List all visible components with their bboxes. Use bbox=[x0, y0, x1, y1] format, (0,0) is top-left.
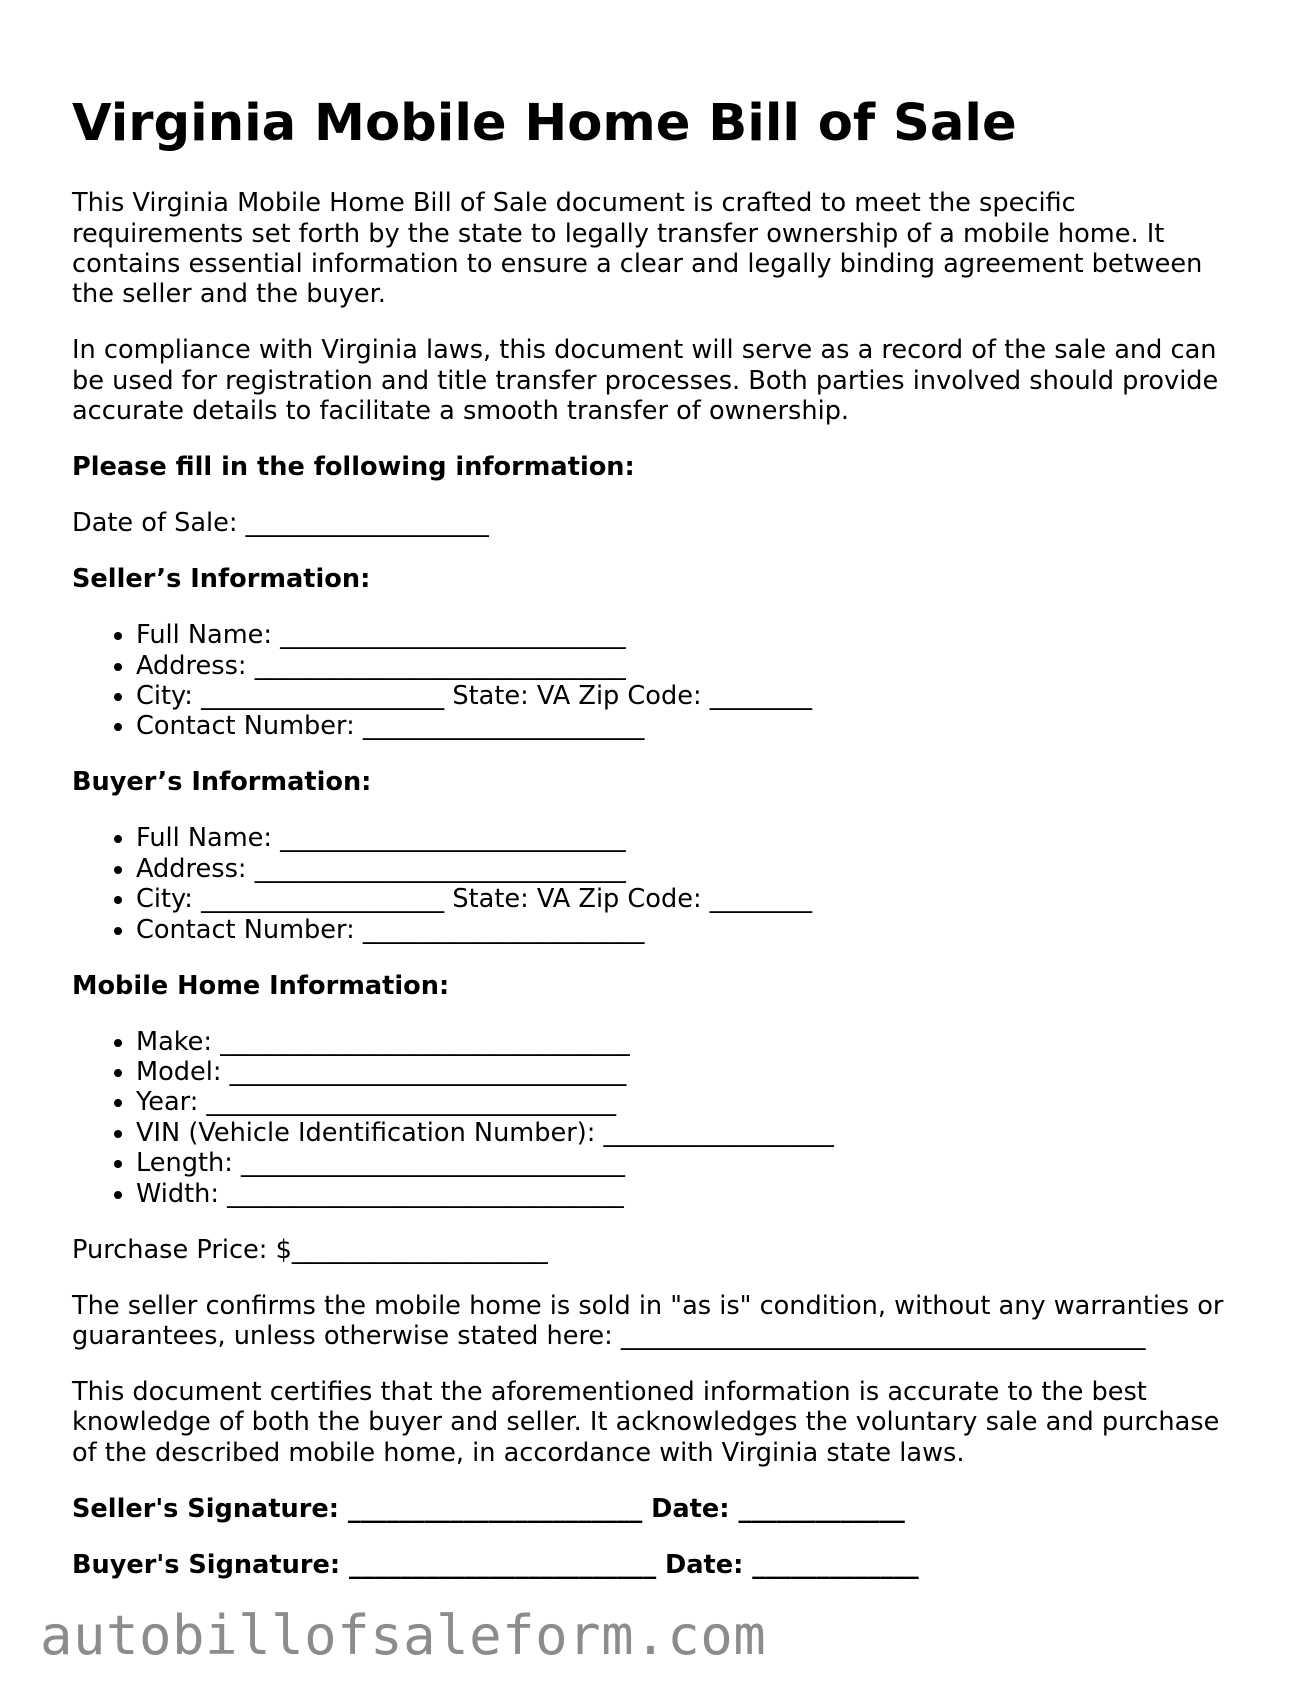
buyer-signature-date-blank: _____________ bbox=[752, 1549, 919, 1580]
seller-information-heading: Seller’s Information: bbox=[72, 564, 371, 595]
seller-zip-code-label: Zip Code: bbox=[578, 680, 702, 711]
width-blank: _______________________________ bbox=[227, 1178, 624, 1209]
length-label: Length: bbox=[136, 1148, 233, 1179]
seller-information-list bbox=[72, 620, 1243, 742]
buyer-address-blank: _____________________________ bbox=[254, 853, 626, 884]
date-of-sale-line bbox=[72, 508, 1243, 538]
certification-paragraph: This document certifies that the aforementioned information is accurate to the best knowledge of both the buyer and seller. It acknowledges the voluntary sale and purchase of the described mobile home, in accordance with Virginia state laws. bbox=[72, 1377, 1220, 1468]
buyer-address-label: Address: bbox=[136, 853, 247, 884]
seller-full-name-item bbox=[136, 620, 1243, 650]
seller-signature-label: Seller's Signature: bbox=[72, 1493, 339, 1524]
buyer-information-heading: Buyer’s Information: bbox=[72, 767, 372, 798]
model-label: Model: bbox=[136, 1056, 222, 1087]
site-watermark: autobillofsaleform.com bbox=[40, 1604, 767, 1667]
instructions-heading: Please fill in the following information: bbox=[72, 452, 635, 483]
seller-state-value: VA bbox=[536, 680, 571, 711]
bill-of-sale-page bbox=[72, 93, 1243, 1606]
date-of-sale-blank: ___________________ bbox=[245, 508, 489, 539]
seller-full-name-blank: ___________________________ bbox=[280, 620, 626, 651]
mobile-home-length-item bbox=[136, 1148, 1243, 1178]
mobile-home-vin-item bbox=[136, 1118, 1243, 1148]
buyer-state-label: State: bbox=[452, 884, 529, 915]
buyer-signature-label: Buyer's Signature: bbox=[72, 1549, 341, 1580]
buyer-full-name-label: Full Name: bbox=[136, 823, 273, 854]
purchase-price-label: Purchase Price: bbox=[72, 1234, 268, 1265]
seller-signature-date-label: Date: bbox=[651, 1493, 730, 1524]
intro-paragraph-purpose: This Virginia Mobile Home Bill of Sale document is crafted to meet the specific requirements set forth by the state to legally transfer ownership of a mobile home. It contains essential information to ensure a clear and legally binding agreement between the seller and the buyer. bbox=[72, 188, 1203, 310]
buyer-contact-number-blank: ______________________ bbox=[362, 914, 645, 945]
seller-address-blank: _____________________________ bbox=[254, 650, 626, 681]
buyer-zip-code-label: Zip Code: bbox=[578, 884, 702, 915]
model-blank: _______________________________ bbox=[229, 1056, 627, 1087]
vin-blank: __________________ bbox=[603, 1117, 834, 1148]
seller-signature-date-blank: _____________ bbox=[738, 1493, 905, 1524]
purchase-price-blank: ____________________ bbox=[291, 1234, 548, 1265]
seller-contact-number-item bbox=[136, 711, 1243, 741]
buyer-full-name-blank: ___________________________ bbox=[280, 823, 626, 854]
date-of-sale-label: Date of Sale: bbox=[72, 508, 238, 539]
buyer-city-label: City: bbox=[136, 884, 193, 915]
condition-statement bbox=[72, 1291, 1243, 1352]
buyer-signature-date-label: Date: bbox=[665, 1549, 744, 1580]
mobile-home-information-list bbox=[72, 1027, 1243, 1209]
buyer-contact-number-label: Contact Number: bbox=[136, 914, 355, 945]
seller-zip-code-blank: ________ bbox=[709, 680, 813, 711]
seller-city-blank: ___________________ bbox=[201, 680, 445, 711]
buyer-city-state-zip-item bbox=[136, 884, 1243, 914]
seller-city-label: City: bbox=[136, 680, 193, 711]
purchase-price-field bbox=[276, 1235, 548, 1265]
mobile-home-width-item bbox=[136, 1179, 1243, 1209]
condition-statement-text: The seller confirms the mobile home is sold in "as is" condition, without any warranties or guarantees, unless otherwise stated here: bbox=[72, 1290, 1224, 1351]
mobile-home-year-item bbox=[136, 1087, 1243, 1117]
seller-contact-number-label: Contact Number: bbox=[136, 711, 355, 742]
mobile-home-make-item bbox=[136, 1027, 1243, 1057]
buyer-city-blank: ___________________ bbox=[201, 884, 445, 915]
year-blank: ________________________________ bbox=[206, 1087, 616, 1118]
buyer-signature-line bbox=[72, 1550, 1243, 1580]
buyer-full-name-item bbox=[136, 823, 1243, 853]
buyer-address-item bbox=[136, 854, 1243, 884]
vin-label: VIN (Vehicle Identification Number): bbox=[136, 1117, 596, 1148]
seller-signature-blank: _______________________ bbox=[347, 1493, 643, 1524]
mobile-home-model-item bbox=[136, 1057, 1243, 1087]
mobile-home-information-heading: Mobile Home Information: bbox=[72, 970, 450, 1001]
length-blank: ______________________________ bbox=[241, 1148, 625, 1179]
buyer-contact-number-item bbox=[136, 915, 1243, 945]
condition-exceptions-blank: _________________________________________ bbox=[620, 1321, 1146, 1351]
make-label: Make: bbox=[136, 1026, 213, 1057]
seller-address-label: Address: bbox=[136, 650, 247, 681]
make-blank: ________________________________ bbox=[220, 1026, 630, 1057]
purchase-price-line bbox=[72, 1235, 1243, 1265]
seller-contact-number-blank: ______________________ bbox=[362, 711, 645, 742]
buyer-zip-code-blank: ________ bbox=[709, 884, 813, 915]
year-label: Year: bbox=[136, 1087, 199, 1118]
buyer-state-value: VA bbox=[536, 884, 571, 915]
seller-city-state-zip-item bbox=[136, 681, 1243, 711]
width-label: Width: bbox=[136, 1178, 219, 1209]
seller-signature-line bbox=[72, 1494, 1243, 1524]
buyer-signature-blank: ________________________ bbox=[348, 1549, 657, 1580]
buyer-information-list bbox=[72, 823, 1243, 945]
document-title: Virginia Mobile Home Bill of Sale bbox=[72, 93, 1017, 153]
intro-paragraph-compliance: In compliance with Virginia laws, this document will serve as a record of the sale and can be used for registration and title transfer processes. Both parties involved should provide accurate details to facilitate a smooth transfer of ownership. bbox=[72, 335, 1219, 427]
currency-symbol: $ bbox=[275, 1234, 292, 1265]
seller-address-item bbox=[136, 651, 1243, 681]
seller-state-label: State: bbox=[452, 680, 529, 711]
seller-full-name-label: Full Name: bbox=[136, 620, 273, 651]
